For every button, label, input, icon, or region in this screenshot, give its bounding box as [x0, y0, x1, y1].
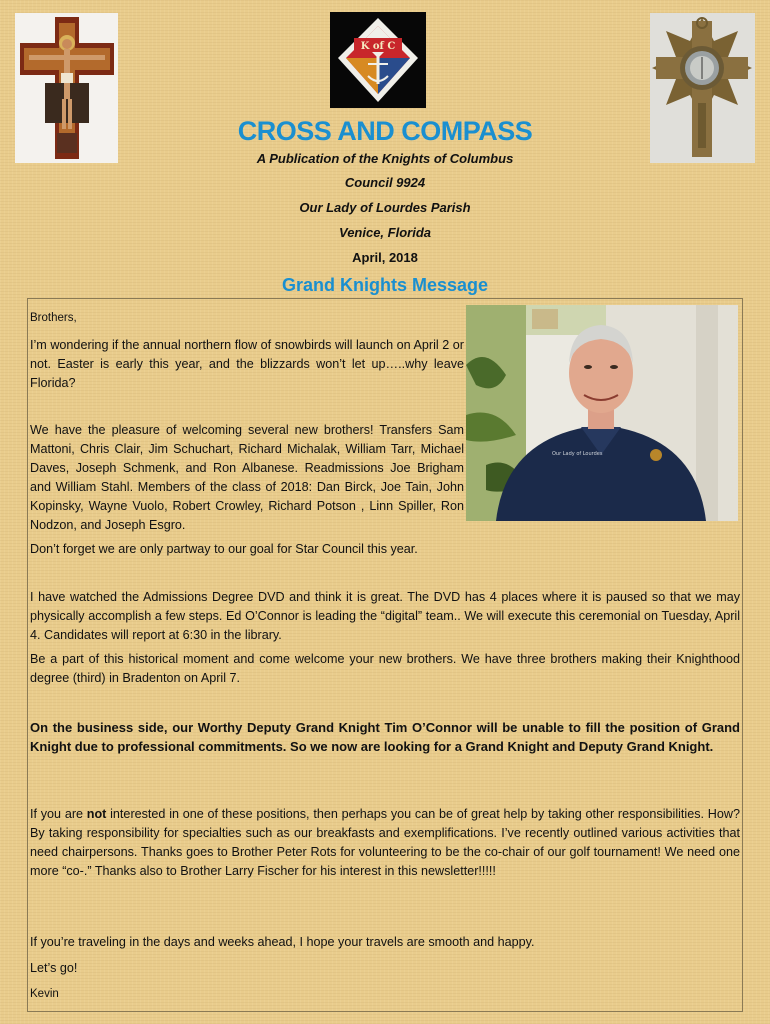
paragraph-business-side: On the business side, our Worthy Deputy Grand Knight Tim O’Connor will be unable to fill the position of Grand Knight due to professional commitments. So we now are looking for a Grand Knight and Deputy Grand Knight.: [30, 720, 740, 754]
closing-line: Let’s go!: [30, 961, 78, 975]
subtitle-publication: A Publication of the Knights of Columbus: [256, 151, 514, 166]
knights-of-columbus-emblem: [330, 12, 426, 108]
p7-bold-not: not: [86, 807, 107, 821]
paragraph-snowbirds: I’m wondering if the annual northern flow of snowbirds will launch on April 2 or not. Easter is early this year, and the blizzards won’t let up…..why leave Florida?: [30, 338, 464, 390]
shirt-embroidery: Our Lady of Lourdes: [552, 451, 603, 457]
p7-before: If you are: [30, 807, 87, 821]
subtitle-council: Council 9924: [344, 175, 426, 190]
issue-date: April, 2018: [352, 250, 418, 265]
paragraph-star-council: Don’t forget we are only partway to our goal for Star Council this year.: [30, 542, 418, 556]
logo-text: K of C: [360, 41, 396, 52]
paragraph-historical-moment: Be a part of this historical moment and come welcome your new brothers. We have three brothers making their Knighthood degree (third) in Bradenton on April 7.: [30, 652, 740, 685]
section-heading: Grand Knights Message: [281, 275, 489, 295]
subtitle-parish: Our Lady of Lourdes Parish: [299, 200, 471, 215]
paragraph-travels: If you’re traveling in the days and weeks ahead, I hope your travels are smooth and happy.: [30, 935, 535, 949]
subtitle-location: Venice, Florida: [339, 225, 431, 240]
paragraph-responsibilities: [30, 805, 740, 881]
paragraph-admissions-dvd: I have watched the Admissions Degree DVD and think it is great. The DVD has 4 places where it is paused so that we may physically accomplish a few steps. Ed O’Connor is leading the “digital” team.. We will execute this ceremonial on Tuesday, April 4. Candidates will report at 6:30 in the library.: [30, 590, 740, 642]
signature: Kevin: [30, 988, 59, 1000]
salutation: Brothers,: [30, 312, 77, 324]
newsletter-title: CROSS AND COMPASS: [237, 116, 533, 146]
grand-knight-photo: [466, 305, 738, 521]
paragraph-new-brothers: We have the pleasure of welcoming several new brothers! Transfers Sam Mattoni, Chris Clair, Jim Schuchart, Richard Michalak, William Tarr, Michael Daves, Joseph Schmenk, and Ron Albanese. Readmissions Joe Brigham and William Stahl. Members of the class of 2018: Dan Birck, Joe Tain, John Kopinsky, Wayne Vuolo, Robert Crowley, Richard Potson , Linn Spiller, Ron Nodzon, and Joseph Esgro.: [30, 423, 464, 532]
p7-after: interested in one of these positions, then perhaps you can be of great help by taking other responsibilities. How? By taking responsibility for specialties such as our breakfasts and exemplifications. I’ve recently outlined various activities that need chairpersons. Thanks goes to Brother Peter Rots for volunteering to be the co-chair of our golf tournament! We need one more “co-.” Thanks also to Brother Larry Fischer for his interest in this newsletter!!!!!: [30, 807, 740, 878]
